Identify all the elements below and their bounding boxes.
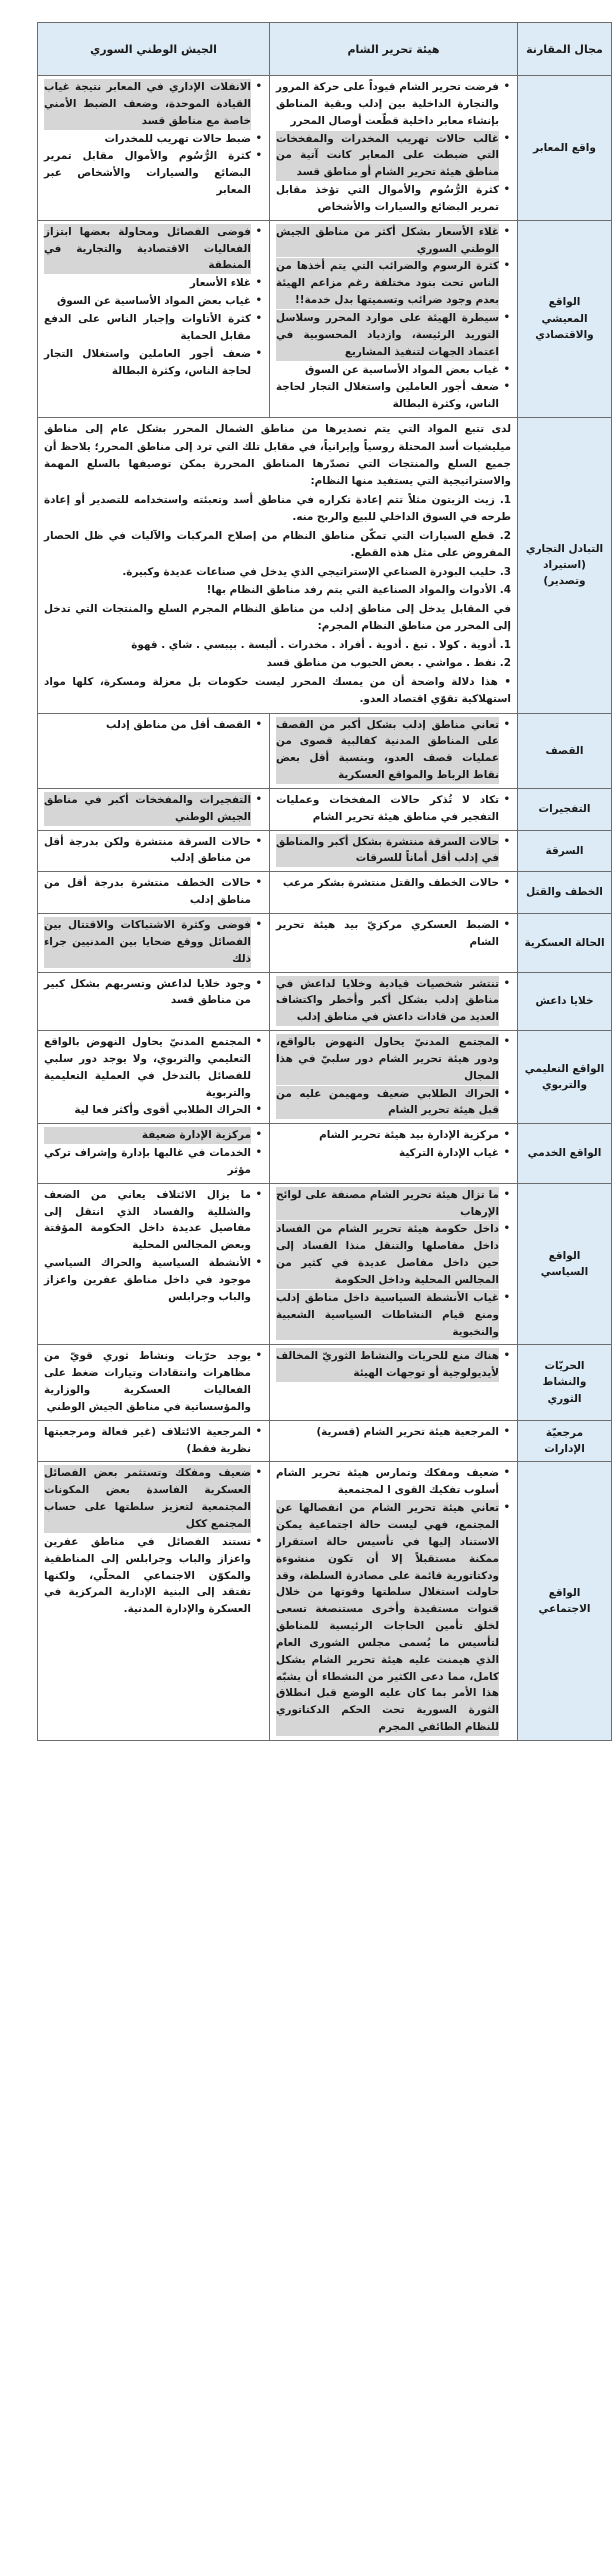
hts-cell [270, 872, 518, 914]
bullet-item: • يوجد حرّيات ونشاط ثوري قويّ من مظاهرات وانتقادات وتيارات ضغط على الفعاليات العسكرية والوزارية والمؤسساتية في مناطق الجيش الوطني [44, 1348, 251, 1415]
sna-cell [38, 788, 270, 830]
hts-bullet-list [276, 717, 511, 784]
comparison-table [37, 22, 612, 1741]
bullet-item: • كثرة الأتاوات وإجبار الناس على الدفع مقابل الحماية [44, 311, 251, 345]
bullet-item: • ما يزال الائتلاف يعاني من الضعف والشللية والفساد الذي انتقل إلى مفاصيل عديدة داخل الحكومة المؤقتة وبعض المجالس المحلية [44, 1187, 251, 1254]
header-aspect: مجال المقارنة [518, 23, 612, 76]
bullet-item: • تعاني هيئة تحرير الشام من انفصالها عن المجتمع، فهي ليست حالة اجتماعية يمكن الاستناد إليها في تأسيس حالة استقرار ممكنة مستقبلاً إلا أن تكون منشوءة ودكتاتورية قائمة على مصادرة السلطة، وقد حاولت استغلال سلطتها وقوتها من خلال قنوات مستقيدة وأخرى مستنصغة تسعى لخلق تأمين الحاجات الرئيسية للمناطق لتأسيس ما يُسمى مجلس الشورى العام الذي هيمنت عليه هيئة تحرير الشام بشكل كامل، مما دعى الكثير من النشطاء أن يشبّه هذا الأمر بما كان عليه الوضع قبل انطلاق الثورة السورية تحت الحكم الدكتاتوري للنظام الطائفي المجرم [276, 1500, 499, 1736]
bullet-item: • ضعف أجور العاملين واستغلال التجار لحاجة الناس، وكثرة البطالة [44, 346, 251, 380]
paragraph: 2. نفط . مواشي . بعض الحبوب من مناطق قسد [266, 657, 511, 670]
hts-cell [270, 1345, 518, 1420]
paragraph: 2. قطع السيارات التي تمكّن مناطق النظام من إصلاح المركبات والآليات في ظل الحصار المفروض على مثل هذه القطع. [44, 529, 511, 560]
bullet-item: • الانفلات الإداري في المعابر نتيجة غياب القيادة الموحدة، وضعف الضبط الأمني خاصة مع مناطق قسد [44, 79, 251, 130]
bullet-item: • الخدمات في غالبها بإدارة وإشراف تركي مؤثر [44, 1145, 251, 1179]
row-aspect-label: القصف [518, 713, 612, 788]
bullet-item: • غياب بعض المواد الأساسية عن السوق [276, 362, 499, 379]
row-aspect-label: الواقع الخدمي [518, 1124, 612, 1184]
hts-cell [270, 1124, 518, 1184]
bullet-item: • تستند الفصائل في مناطق عفرين واعزاز والباب وجرابلس إلى المناطقية والمكوّن الاجتماعي المحلّي، ولكنها تفتقد إلى البنية الإدارية المركزية في العسكرة والإدارة المدنية. [44, 1534, 251, 1618]
comparison-document [38, 22, 612, 1741]
sna-cell [38, 1345, 270, 1420]
bullet-item: • ضعيف ومفكك وتمارس هيئة تحرير الشام أسلوب تفكيك القوى ا لمجتمعية [276, 1465, 499, 1499]
bullet-item: • كثرة الرسوم والضرائب التي يتم أخذها من الناس تحت بنود مختلفة رغم مزاعم الهيئة بعدم وجود ضرائب وتسميتها بدل خدمة!! [276, 258, 499, 309]
hts-bullet-list [276, 1424, 511, 1441]
sna-bullet-list [44, 79, 263, 199]
bullet-item: • تنتشر شخصيات قيادية وخلايا لداعش في مناطق إدلب بشكل أكبر وأخطر واكتشاف العديد من قادات داعش في مناطق إدلب [276, 976, 499, 1027]
table-row [38, 1124, 612, 1184]
hts-bullet-list [276, 1465, 511, 1736]
hts-bullet-list [276, 875, 511, 892]
sna-bullet-list [44, 1465, 263, 1618]
sna-cell [38, 1124, 270, 1184]
row-aspect-label: خلايا داعش [518, 972, 612, 1031]
sna-cell [38, 76, 270, 221]
bullet-item: • المرجعية الائتلاف (غير فعالة ومرجعيتها نظرية فقط) [44, 1424, 251, 1458]
bullet-item: • غلاء الأسعار بشكل أكثر من مناطق الجيش الوطني السوري [276, 224, 499, 258]
bullet-item: • مركزية الإدارة بيد هيئة تحرير الشام [276, 1127, 499, 1144]
table-row [38, 872, 612, 914]
paragraph: • هذا دلالة واضحة أن من يمسك المحرر ليست حكومات بل معزلة ومسكرة، كلها مواد استهلاكية تقوّي اقتصاد العدو. [44, 675, 511, 706]
row-aspect-label: واقع المعابر [518, 76, 612, 221]
row-aspect-label: الحريّات والنشاط الثوري [518, 1345, 612, 1420]
row-aspect-label: الواقع المعيشي والاقتصادي [518, 220, 612, 417]
bullet-item: • حالات السرقة منتشرة ولكن بدرجة أقل من مناطق إدلب [44, 834, 251, 868]
row-aspect-label: السرقة [518, 830, 612, 872]
bullet-item: • سيطرة الهيئة على موارد المحرر وسلاسل التوريد الرئيسة، وازدياد المحسوبية في اعتماد الجهات لتنفيذ المشاريع [276, 310, 499, 361]
table-row [38, 830, 612, 872]
table-row [38, 220, 612, 417]
row-aspect-label: مرجعيّة الإدارات [518, 1420, 612, 1462]
bullet-item: • غياب الإدارة التركية [276, 1145, 499, 1162]
bullet-item: • حالات السرقة منتشرة بشكل أكبر والمناطق في إدلب أقل أماناً للسرقات [276, 834, 499, 868]
sna-bullet-list [44, 1187, 263, 1306]
paragraph: 3. حليب البودرة الصناعي الإستراتيجي الذي يدخل في صناعات عديدة وكبيرة. [122, 565, 511, 578]
bullet-item: • فرضت تحرير الشام قيوداً على حركة المرور والتجارة الداخلية بين إدلب وبقية المناطق بإنشاء معابر داخلية قطّعت أوصال المحرر [276, 79, 499, 130]
table-header-row [38, 23, 612, 76]
sna-bullet-list [44, 1127, 263, 1179]
row-aspect-label: الواقع السياسي [518, 1183, 612, 1345]
header-sna: الجيش الوطني السوري [38, 23, 270, 76]
hts-cell [270, 788, 518, 830]
sna-bullet-list [44, 1424, 263, 1458]
bullet-item: • حالات الخطف والقتل منتشرة بشكر مرعب [276, 875, 499, 892]
row-aspect-label: الخطف والقتل [518, 872, 612, 914]
paragraph: لدى تتبع المواد التي يتم تصديرها من مناطق الشمال المحرر بشكل عام إلى مناطق ميليشيات أسد المحتلة روسياً وإيرانياً، في مقابل تلك التي ترد إلى مناطق المحرر؛ يلاحظ أن جميع السلع والمنتجات التي تصدّرها المناطق المحررة يمكن توصيفها بالسلع المهمة والاستراتيجية التي يستفيد منها النظام: [44, 423, 511, 488]
hts-bullet-list [276, 834, 511, 868]
bullet-item: • ضعيف ومفكك وتستثمر بعض الفصائل العسكرية الفاسدة بعض المكونات المجتمعية لتعزيز سلطتها على حساب المجتمع ككل [44, 1465, 251, 1532]
sna-bullet-list [44, 792, 263, 826]
bullet-item: • كثرة الرُّسُوم والأموال التي تؤخذ مقابل تمرير البضائع والسيارات والأشخاص [276, 182, 499, 216]
table-row [38, 788, 612, 830]
sna-cell [38, 713, 270, 788]
bullet-item: • غياب بعض المواد الأساسية عن السوق [44, 293, 251, 310]
hts-cell [270, 830, 518, 872]
hts-cell [270, 972, 518, 1031]
hts-bullet-list [276, 1127, 511, 1162]
sna-cell [38, 1031, 270, 1124]
bullet-item: • داخل حكومة هيئة تحرير الشام من الفساد داخل مفاصلها والتنقل منذا الفساد إلى حين داخل مفاصل عديدة في كثير من المجالس المحلية وداخل الحكومة [276, 1221, 499, 1288]
bullet-item: • تعاني مناطق إدلب بشكل أكبر من القصف على المناطق المدنية كفالبية قصوى من عمليات قصف العدو، وبنسبة أقل بعض نقاط الرباط والمواقع العسكرية [276, 717, 499, 784]
table-row [38, 913, 612, 972]
hts-bullet-list [276, 79, 511, 216]
bullet-item: • المرجعية هيئة تحرير الشام (قسرية) [276, 1424, 499, 1441]
row-aspect-label: التبادل التجاري (استيراد وتصدير) [518, 418, 612, 714]
hts-bullet-list [276, 1034, 511, 1119]
sna-cell [38, 220, 270, 417]
paragraph: 4. الأدوات والمواد الصناعية التي يتم رفد مناطق النظام بها! [206, 584, 511, 597]
hts-bullet-list [276, 1348, 511, 1382]
bullet-item: • وجود خلايا لداعش وتسربهم بشكل كبير من مناطق قسد [44, 976, 251, 1010]
sna-cell [38, 872, 270, 914]
table-row [38, 418, 612, 714]
bullet-item: • ما تزال هيئة تحرير الشام مصنفة على لوائح الإرهاب [276, 1187, 499, 1221]
bullet-item: • ضعف أجور العاملين واستغلال التجار لحاجة الناس، وكثرة البطالة [276, 379, 499, 413]
bullet-item: • الأنشطة السياسية والحراك السياسي موجود في داخل مناطق عفرين واعزاز والباب وجرابلس [44, 1255, 251, 1306]
hts-cell [270, 713, 518, 788]
hts-cell [270, 1420, 518, 1462]
sna-cell [38, 1183, 270, 1345]
table-row [38, 1345, 612, 1420]
table-row [38, 972, 612, 1031]
sna-bullet-list [44, 834, 263, 868]
bullet-item: • تكاد لا تُذكر حالات المفخخات وعمليات التفجير في مناطق هيئة تحرير الشام [276, 792, 499, 826]
paragraph: 1. أدوية . كولا . تبغ . أدوية . أفراد . مخدرات . ألبسة . بيبسي . شاي . قهوة [131, 638, 511, 651]
hts-bullet-list [276, 224, 511, 413]
hts-cell [270, 913, 518, 972]
sna-cell [38, 830, 270, 872]
paragraph: في المقابل يدخل إلى مناطق إدلب من مناطق النظام المجرم السلع والمنتجات التي تدخل إلى المحرر من مناطق النظام المجرم: [44, 602, 511, 633]
bullet-item: • مركزية الإدارة ضعيفة [44, 1127, 251, 1144]
hts-cell [270, 1183, 518, 1345]
row-aspect-label: الواقع الاجتماعي [518, 1462, 612, 1741]
paragraph: 1. زيت الزيتون مثلاً تتم إعادة تكراره في مناطق أسد وتعبئته واستخدامه للتصدير أو إعادة طرحه في السوق الداخلي للبيع والربح منه. [44, 493, 511, 524]
sna-cell [38, 913, 270, 972]
row-aspect-label: التفجيرات [518, 788, 612, 830]
header-hts: هيئة تحرير الشام [270, 23, 518, 76]
table-row [38, 76, 612, 221]
table-row [38, 1420, 612, 1462]
sna-cell [38, 1420, 270, 1462]
sna-bullet-list [44, 1034, 263, 1119]
bullet-item: • حالات الخطف منتشرة بدرجة أقل من مناطق إدلب [44, 875, 251, 909]
bullet-item: • المجتمع المدنيّ يحاول النهوض بالواقع، ودور هيئة تحرير الشام دور سلبيّ في هذا المجال [276, 1034, 499, 1085]
hts-cell [270, 220, 518, 417]
bullet-item: • الحراك الطلابي أقوى وأكثر فعا لية [44, 1102, 251, 1119]
bullet-item: • القصف أقل من مناطق إدلب [44, 717, 251, 734]
sna-bullet-list [44, 976, 263, 1010]
hts-cell [270, 1462, 518, 1741]
sna-bullet-list [44, 1348, 263, 1415]
sna-bullet-list [44, 224, 263, 380]
hts-bullet-list [276, 792, 511, 826]
bullet-item: • غلاء الأسعار [44, 275, 251, 292]
hts-cell [270, 1031, 518, 1124]
bullet-item: • فوضى وكثرة الاشتباكات والاقتتال بين الفصائل ووقع ضحايا بين المدنيين جراء ذلك [44, 917, 251, 968]
bullet-item: • الحراك الطلابي ضعيف ومهيمن عليه من قبل هيئة تحرير الشام [276, 1086, 499, 1120]
hts-bullet-list [276, 1187, 511, 1341]
bullet-item: • غياب الأنشطة السياسية داخل مناطق إدلب ومنع قيام النشاطات السياسية الشعبية والنخبوية [276, 1290, 499, 1341]
sna-bullet-list [44, 717, 263, 734]
bullet-item: • هناك منع للحريات والنشاط الثوريّ المخالف لأيديولوجية أو توجهات الهيئة [276, 1348, 499, 1382]
table-row [38, 1462, 612, 1741]
sna-bullet-list [44, 917, 263, 968]
table-row [38, 713, 612, 788]
table-row [38, 1183, 612, 1345]
table-row [38, 1031, 612, 1124]
bullet-item: • التفجيرات والمفخخات أكبر في مناطق الجيش الوطني [44, 792, 251, 826]
table-body [38, 76, 612, 1741]
hts-bullet-list [276, 976, 511, 1027]
bullet-item: • الضبط العسكري مركزيّ بيد هيئة تحرير الشام [276, 917, 499, 951]
row-aspect-label: الواقع التعليمي والتربوي [518, 1031, 612, 1124]
bullet-item: • ضبط حالات تهريب للمخدرات [44, 131, 251, 148]
hts-bullet-list [276, 917, 511, 951]
sna-cell [38, 972, 270, 1031]
bullet-item: • المجتمع المدنيّ يحاول النهوض بالواقع التعليمي والتربوي، ولا يوجد دور سلبي للفصائل بالتدخل في العملية التعليمية والتربوية [44, 1034, 251, 1101]
row-aspect-label: الحالة العسكرية [518, 913, 612, 972]
merged-cell [38, 418, 518, 714]
hts-cell [270, 76, 518, 221]
bullet-item: • غالب حالات تهريب المخدرات والمفخخات التي ضبطت على المعابر كانت آتية من مناطق هيئة تحرير الشام أو مناطق قسد [276, 131, 499, 182]
bullet-item: • كثرة الرُّسُوم والأموال مقابل تمرير البضائع والسيارات والأشخاص عبر المعابر [44, 148, 251, 199]
sna-cell [38, 1462, 270, 1741]
bullet-item: • فوضى الفصائل ومحاولة بعضها ابتزاز الفعاليات الاقتصادية والتجارية في المنطقة [44, 224, 251, 275]
sna-bullet-list [44, 875, 263, 909]
